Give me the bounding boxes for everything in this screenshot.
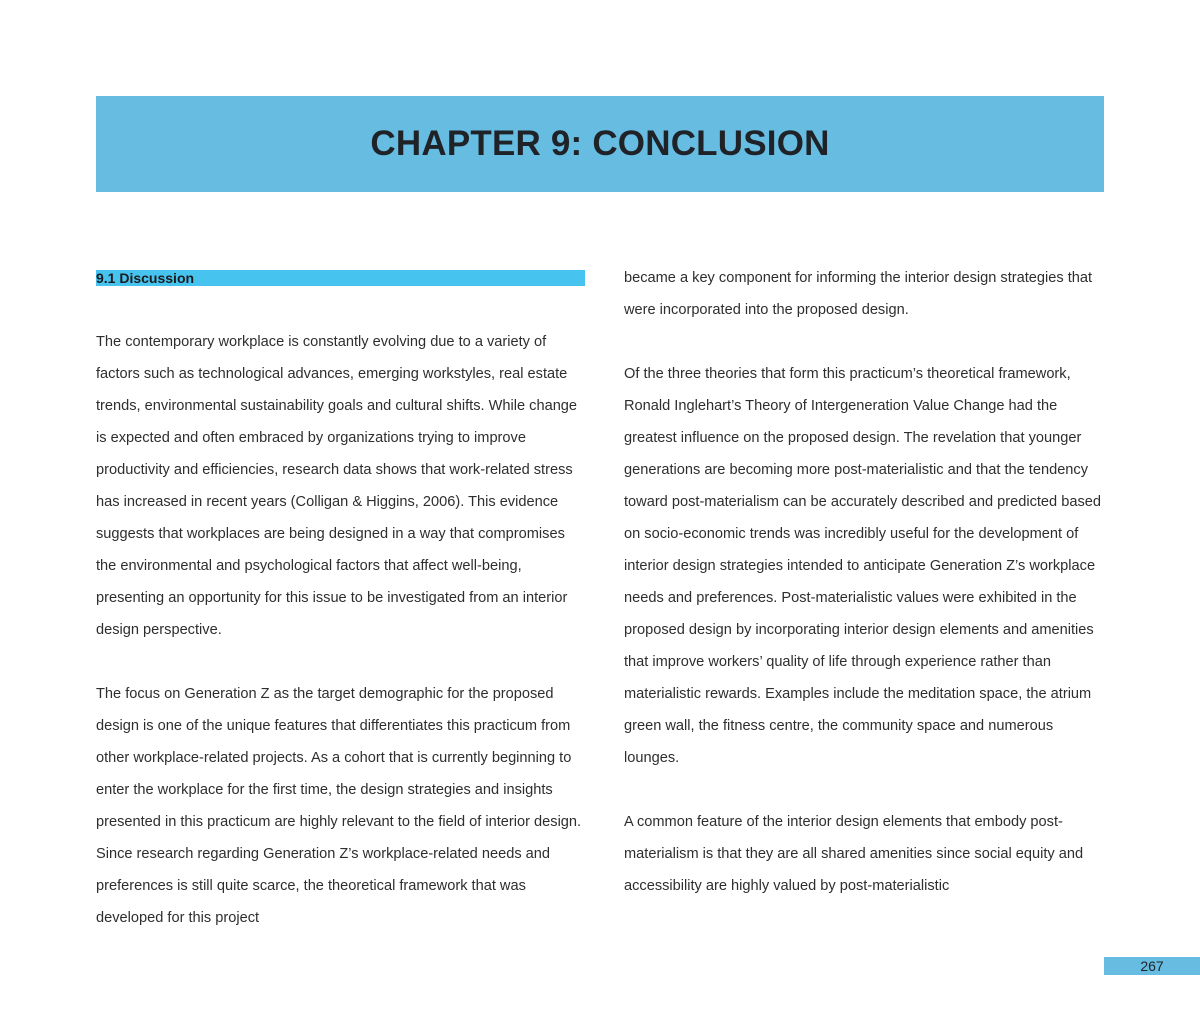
right-column	[624, 262, 1106, 902]
paragraph: A common feature of the interior design elements that embody post-materialism is that they are all shared amenities since social equity and accessibility are highly valued by post-materialistic	[624, 814, 1084, 894]
left-column	[96, 262, 586, 934]
chapter-banner	[96, 96, 1104, 192]
paragraph: The focus on Generation Z as the target demographic for the proposed design is one of the unique features that differentiates this practicum from other workplace-related projects. As a cohort that is currently beginning to enter the workplace for the first time, the design strategies and insights presented in this practicum are highly relevant to the field of interior design. Since research regarding Generation Z’s workplace-related needs and preferences is still quite scarce, the theoretical framework that was developed for this project	[96, 686, 582, 926]
section-heading: 9.1 Discussion	[96, 270, 585, 286]
page-number: 267	[1140, 958, 1164, 974]
paragraph: The contemporary workplace is constantly evolving due to a variety of factors such as technological advances, emerging workstyles, real estate trends, environmental sustainability goals and cultural shifts. While change is expected and often embraced by organizations trying to improve productivity and efficiencies, research data shows that work-related stress has increased in recent years (Colligan & Higgins, 2006). This evidence suggests that workplaces are being designed in a way that compromises the environmental and psychological factors that affect well-being, presenting an opportunity for this issue to be investigated from an interior design perspective.	[96, 334, 578, 638]
spacer	[96, 286, 586, 326]
spacer	[624, 326, 1106, 358]
page-number-box	[1104, 957, 1200, 975]
spacer	[96, 646, 586, 678]
chapter-title: CHAPTER 9: CONCLUSION	[370, 124, 830, 163]
paragraph: Of the three theories that form this practicum’s theoretical framework, Ronald Inglehart’s Theory of Intergeneration Value Change had the greatest influence on the proposed design. The revelation that younger generations are becoming more post-materialistic and that the tendency toward post-materialism can be accurately described and predicted based on socio-economic trends was incredibly useful for the development of interior design strategies intended to anticipate Generation Z’s workplace needs and preferences. Post-materialistic values were exhibited in the proposed design by incorporating interior design elements and amenities that improve workers’ quality of life through experience rather than materialistic rewards. Examples include the meditation space, the atrium green wall, the fitness centre, the community space and numerous lounges.	[624, 366, 1101, 766]
spacer	[624, 774, 1106, 806]
paragraph: became a key component for informing the interior design strategies that were incorporated into the proposed design.	[624, 270, 1093, 318]
